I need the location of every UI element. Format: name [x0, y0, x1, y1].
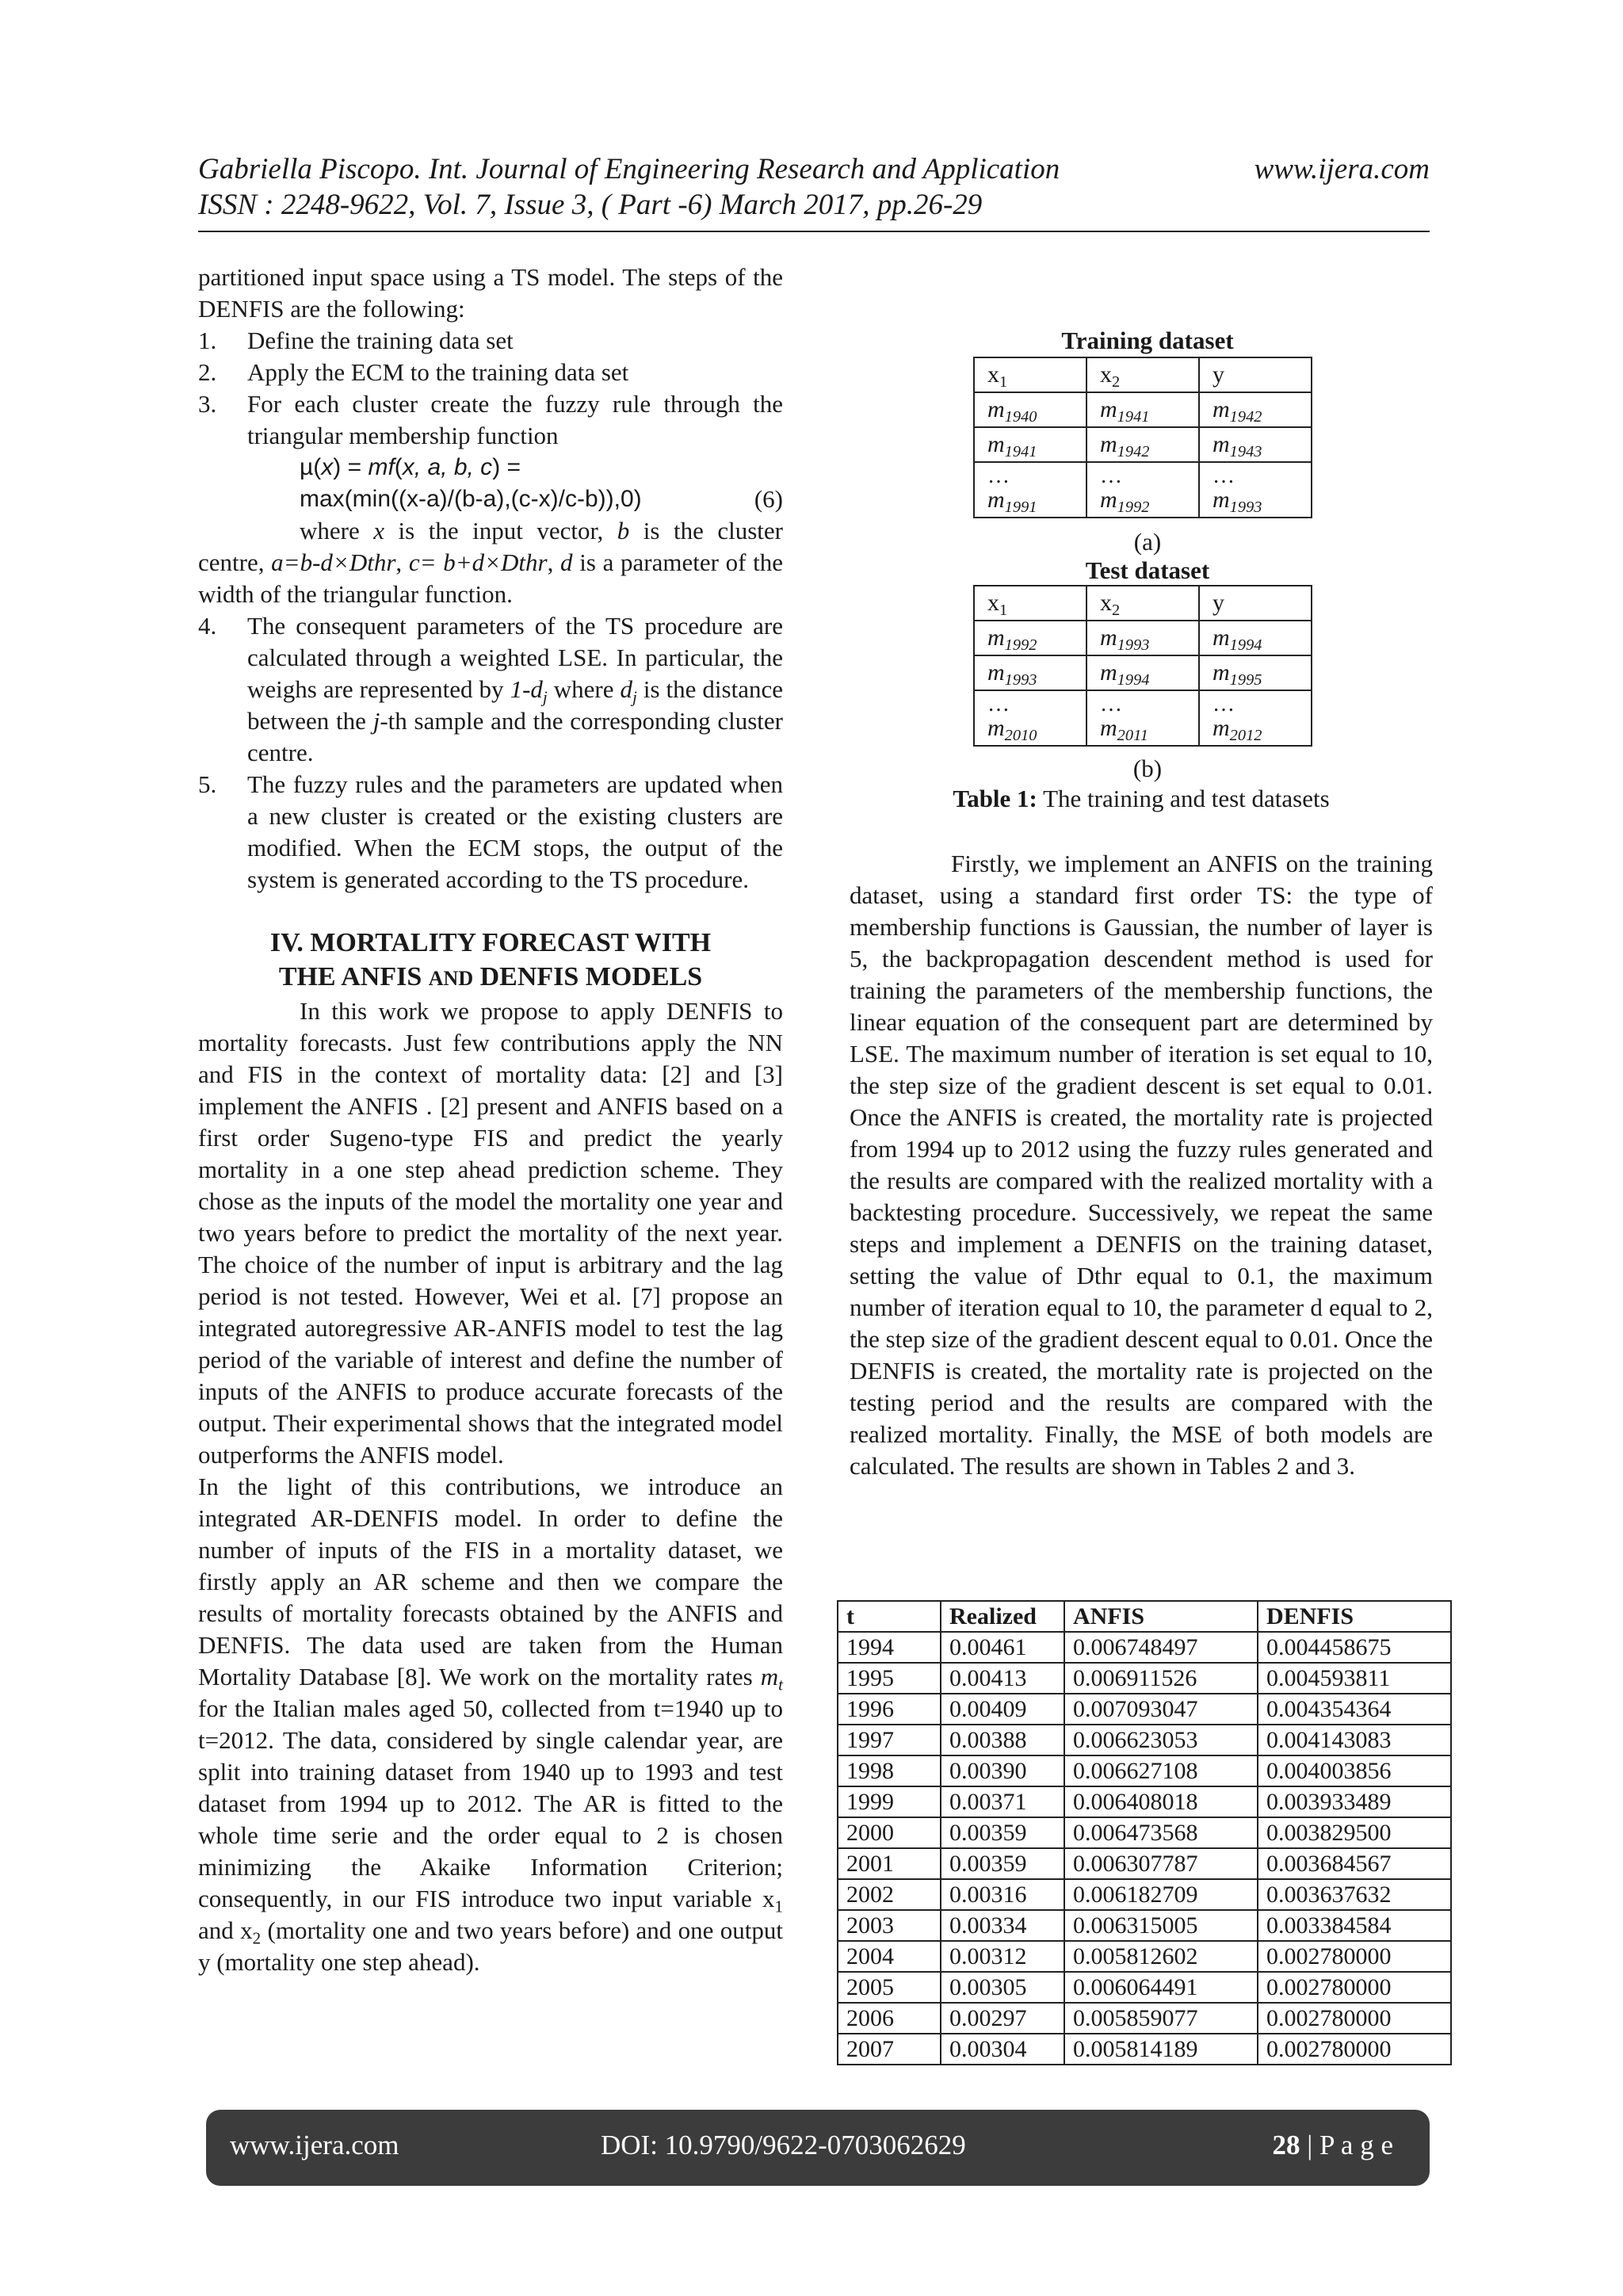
- table-cell: $x_1$: [974, 357, 1086, 392]
- equation-6: [198, 452, 783, 515]
- table-row: [838, 1972, 1451, 2003]
- table-1-caption: Table 1: The training and test datasets: [953, 785, 1330, 812]
- table-row: [974, 586, 1312, 621]
- table-cell: $m_{1943}$: [1199, 427, 1312, 462]
- results-header-row: [838, 1601, 1451, 1632]
- table-cell: 0.00409: [941, 1694, 1064, 1725]
- test-dataset-table: [973, 585, 1312, 747]
- table-cell: 0.003933489: [1258, 1786, 1451, 1817]
- table-cell: 0.006473568: [1064, 1817, 1258, 1848]
- table-row: [838, 1941, 1451, 1972]
- table-cell: 0.006408018: [1064, 1786, 1258, 1817]
- table-row: [838, 2003, 1451, 2034]
- table-cell: 0.006307787: [1064, 1848, 1258, 1879]
- header-rule: [198, 231, 1430, 232]
- column-header: Realized: [941, 1601, 1064, 1632]
- table-cell: 0.002780000: [1258, 2034, 1451, 2065]
- table-cell: 0.002780000: [1258, 1941, 1451, 1972]
- table-row: [838, 1663, 1451, 1694]
- issn-line: ISSN : 2248-9622, Vol. 7, Issue 3, ( Part -6) March 2017, pp.26-29: [198, 189, 983, 221]
- table-cell: $x_1$: [974, 586, 1086, 621]
- table-label-a: (a): [1133, 528, 1162, 556]
- section-paragraph-1: In this work we propose to apply DENFIS to mortality forecasts. Just few contributions apply the NN and FIS in the context of mortality data: [2] and [3] implement the ANFIS . [2] present and ANFIS based on a first order Sugeno-type FIS and predict the yearly mortality in a one step ahead prediction scheme. They chose as the inputs of the model the mortality one year and two years before to predict the mortality of the next year. The choice of the number of input is arbitrary and the lag period is not tested. However, Wei et al. [7] propose an integrated autoregressive AR-ANFIS model to test the lag period of the variable of interest and define the number of inputs of the ANFIS to produce accurate forecasts of the output. Their experimental shows that the integrated model outperforms the ANFIS model.: [198, 997, 783, 1469]
- table-cell: $x_2$: [1086, 357, 1199, 392]
- step-1: 1. Define the training data set: [198, 327, 514, 354]
- table-row: [974, 427, 1312, 462]
- table-row: [838, 1848, 1451, 1879]
- page-number: 28 | P a g e: [1272, 2130, 1393, 2160]
- table-cell: $m_{1993}$: [974, 655, 1086, 690]
- table-cell: y: [1199, 357, 1312, 392]
- equation-line-1: µ(x) = mf(x, a, b, c) =: [300, 454, 521, 480]
- table-row: [974, 621, 1312, 655]
- table-cell: $m_{1942}$: [1199, 392, 1312, 427]
- citation: Gabriella Piscopo. Int. Journal of Engineering Research and Application: [198, 153, 1060, 185]
- test-dataset-title: Test dataset: [1085, 556, 1210, 584]
- table-cell: 0.002780000: [1258, 2003, 1451, 2034]
- training-dataset-title: Training dataset: [1061, 327, 1234, 354]
- table-row: [838, 1910, 1451, 1941]
- table-cell: 0.00359: [941, 1848, 1064, 1879]
- table-cell: 2004: [838, 1941, 941, 1972]
- table-cell: 1999: [838, 1786, 941, 1817]
- table-cell: 2007: [838, 2034, 941, 2065]
- table-cell: … $m_{1993}$: [1199, 462, 1312, 518]
- table-cell: 1994: [838, 1632, 941, 1663]
- equation-number: (6): [754, 485, 783, 513]
- table-row: [838, 1632, 1451, 1663]
- table-cell: 0.007093047: [1064, 1694, 1258, 1725]
- table-row: [838, 1879, 1451, 1910]
- table-cell: $m_{1941}$: [974, 427, 1086, 462]
- table-cell: 0.00388: [941, 1725, 1064, 1755]
- table-cell: 0.006627108: [1064, 1755, 1258, 1786]
- table-cell: $m_{1995}$: [1199, 655, 1312, 690]
- table-cell: 0.005812602: [1064, 1941, 1258, 1972]
- table-cell: 0.005859077: [1064, 2003, 1258, 2034]
- table-cell: 0.00297: [941, 2003, 1064, 2034]
- table-cell: 0.004593811: [1258, 1663, 1451, 1694]
- table-cell: 0.004458675: [1258, 1632, 1451, 1663]
- table-cell: 0.006182709: [1064, 1879, 1258, 1910]
- table-row: [974, 392, 1312, 427]
- training-dataset-table: [973, 357, 1312, 518]
- table-cell: 0.00371: [941, 1786, 1064, 1817]
- left-column: [198, 262, 783, 1978]
- table-cell: … $m_{2012}$: [1199, 690, 1312, 746]
- table-cell: … $m_{1992}$: [1086, 462, 1199, 518]
- section-heading: IV. MORTALITY FORECAST WITH THE ANFIS AND DENFIS MODELS: [269, 928, 712, 991]
- table-cell: y: [1199, 586, 1312, 621]
- table-row: [974, 690, 1312, 746]
- table-cell: 0.006748497: [1064, 1632, 1258, 1663]
- step-2: 2. Apply the ECM to the training data set: [198, 358, 629, 386]
- table-cell: 2002: [838, 1879, 941, 1910]
- table-cell: 0.00359: [941, 1817, 1064, 1848]
- page-footer: [206, 2110, 1430, 2186]
- table-cell: 0.00312: [941, 1941, 1064, 1972]
- step-5: 5. The fuzzy rules and the parameters are updated when a new cluster is created or the existing clusters are modified. When the ECM stops, the output of the system is generated according to the TS procedure.: [198, 770, 783, 893]
- table-cell: 2006: [838, 2003, 941, 2034]
- table-cell: 0.00461: [941, 1632, 1064, 1663]
- table-cell: 2001: [838, 1848, 941, 1879]
- table-row: [838, 2034, 1451, 2065]
- table-cell: $m_{1994}$: [1199, 621, 1312, 655]
- section-paragraph-2: In the light of this contributions, we introduce an integrated AR-DENFIS model. In order to define the number of inputs of the FIS in a mortality dataset, we firstly apply an AR scheme and then we compare the results of mortality forecasts obtained by the ANFIS and DENFIS. The data used are taken from the Human Mortality Database [8]. We work on the mortality rates $m_t$ for the Italian males aged 50, collected from t=1940 up to t=2012. The data, considered by single calendar year, are split into training dataset from 1940 up to 1993 and test dataset from 1994 up to 2012. The AR is fitted to the whole time serie and the order equal to 2 is chosen minimizing the Akaike Information Criterion; consequently, in our FIS introduce two input variable $x_1$ and $x_2$ (mortality one and two years before) and one output y (mortality one step ahead).: [198, 1473, 783, 1976]
- header-website-link[interactable]: www.ijera.com: [1254, 153, 1430, 185]
- step-4: 4. The consequent parameters of the TS procedure are calculated through a weighted LSE. In particular, the weighs are represented by $1-d_j$ where $d_j$ is the distance between the j-th sample and the corresponding cluster centre.: [198, 612, 783, 766]
- table-cell: 0.003384584: [1258, 1910, 1451, 1941]
- table-cell: 2005: [838, 1972, 941, 2003]
- table-row: [838, 1755, 1451, 1786]
- table-cell: 0.006623053: [1064, 1725, 1258, 1755]
- table-cell: 0.00390: [941, 1755, 1064, 1786]
- table-cell: 0.004003856: [1258, 1755, 1451, 1786]
- column-header: t: [838, 1601, 941, 1632]
- table-row: [838, 1817, 1451, 1848]
- table-cell: $m_{1993}$: [1086, 621, 1199, 655]
- results-paragraph: Firstly, we implement an ANFIS on the training dataset, using a standard first order TS: the type of membership functions is Gaussian, the number of layer is 5, the backpropagation descendent method is used for training the parameters of the membership functions, the linear equation of the consequent part are determined by LSE. The maximum number of iteration is set equal to 10, the step size of the gradient descent is set equal to 0.01. Once the ANFIS is created, the mortality rate is projected from 1994 up to 2012 using the fuzzy rules generated and the results are compared with the realized mortality with a backtesting procedure. Successively, we repeat the same steps and implement a DENFIS on the training dataset, setting the value of Dthr equal to 0.1, the maximum number of iteration equal to 10, the parameter d equal to 2, the step size of the gradient descent equal to 0.01. Once the DENFIS is created, the mortality rate is projected on the testing period and the results are compared with the realized mortality. Finally, the MSE of both models are calculated. The results are shown in Tables 2 and 3.: [850, 850, 1433, 1480]
- table-row: [838, 1725, 1451, 1755]
- table-cell: … $m_{1991}$: [974, 462, 1086, 518]
- table-cell: 0.00316: [941, 1879, 1064, 1910]
- step-3: 3. For each cluster create the fuzzy rule through the triangular membership function: [198, 390, 783, 449]
- table-cell: $x_2$: [1086, 586, 1199, 621]
- table-cell: $m_{1941}$: [1086, 392, 1199, 427]
- running-header-line1: [198, 151, 1430, 188]
- table-label-b: (b): [1132, 755, 1163, 782]
- table-cell: 0.00413: [941, 1663, 1064, 1694]
- table-cell: 0.002780000: [1258, 1972, 1451, 2003]
- table-cell: 0.003637632: [1258, 1879, 1451, 1910]
- table-cell: $m_{1942}$: [1086, 427, 1199, 462]
- table-cell: 1998: [838, 1755, 941, 1786]
- equation-explanation: where x is the input vector, b is the cluster centre, a=b-d×Dthr, c= b+d×Dthr, d is a parameter of the width of the triangular function.: [198, 517, 783, 608]
- equation-line-2: max(min((x-a)/(b-a),(c-x)/c-b)),0) (6): [300, 483, 783, 515]
- table-cell: 2000: [838, 1817, 941, 1848]
- table-cell: 0.004354364: [1258, 1694, 1451, 1725]
- table-cell: $m_{1992}$: [974, 621, 1086, 655]
- table-row: [838, 1694, 1451, 1725]
- table-cell: 0.003684567: [1258, 1848, 1451, 1879]
- column-header: DENFIS: [1258, 1601, 1451, 1632]
- footer-website-link[interactable]: www.ijera.com: [230, 2130, 399, 2160]
- table-cell: 2003: [838, 1910, 941, 1941]
- table-row: [974, 462, 1312, 518]
- table-cell: 0.00305: [941, 1972, 1064, 2003]
- results-body: [838, 1632, 1451, 2065]
- table-row: [838, 1786, 1451, 1817]
- table-cell: 0.006911526: [1064, 1663, 1258, 1694]
- table-cell: 0.00334: [941, 1910, 1064, 1941]
- table-cell: 0.006064491: [1064, 1972, 1258, 2003]
- table-cell: 0.004143083: [1258, 1725, 1451, 1755]
- table-row: [974, 357, 1312, 392]
- table-cell: 0.00304: [941, 2034, 1064, 2065]
- table-cell: $m_{1940}$: [974, 392, 1086, 427]
- footer-doi: DOI: 10.9790/9622-0703062629: [601, 2130, 966, 2160]
- table-cell: 0.003829500: [1258, 1817, 1451, 1848]
- table-row: [974, 655, 1312, 690]
- table-cell: … $m_{2011}$: [1086, 690, 1199, 746]
- right-column: [850, 848, 1433, 1482]
- results-table: [837, 1600, 1452, 2065]
- table-cell: 1997: [838, 1725, 941, 1755]
- table-cell: … $m_{2010}$: [974, 690, 1086, 746]
- intro-paragraph: partitioned input space using a TS model. The steps of the DENFIS are the following:: [198, 263, 783, 323]
- table-cell: 1995: [838, 1663, 941, 1694]
- table-cell: 0.005814189: [1064, 2034, 1258, 2065]
- column-header: ANFIS: [1064, 1601, 1258, 1632]
- table-cell: 0.006315005: [1064, 1910, 1258, 1941]
- table-cell: $m_{1994}$: [1086, 655, 1199, 690]
- table-cell: 1996: [838, 1694, 941, 1725]
